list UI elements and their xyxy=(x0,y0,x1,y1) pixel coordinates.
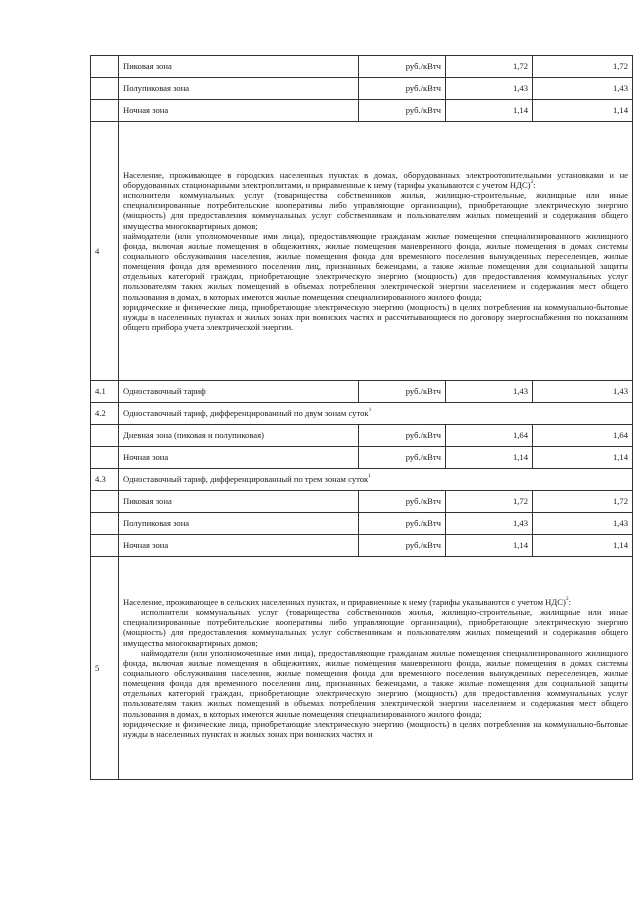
table-row xyxy=(91,535,633,557)
paragraph: наймодатели (или уполномоченные ими лица), предоставляющие гражданам жилые помещения специализированного жилищного фонда, включая жилые помещения в общежитиях, жилые помещения маневренного фонда, жилые помещения в домах системы социального обслуживания населения, жилые помещения фонда для временного поселения вынужденных переселенцев, жилые помещения фонда для временного поселения лиц, признанных беженцами, а также жилые помещения для социальной защиты отдельных категорий граждан, приобретающие электрическую энергию (мощность) для предоставления коммунальных услуг пользователям таких жилых помещений в объемах потребления электрической энергии населением и содержания мест общего пользования в домах, в которых имеются жилые помещения специализированного жилого фонда; xyxy=(123,647,628,719)
row-num-cell xyxy=(91,100,119,122)
value-cell: 1,64 xyxy=(533,425,633,447)
value-cell: 1,43 xyxy=(446,381,533,403)
tariff-heading: Одноставочный тариф, дифференцированный по трем зонам суток$^1$ xyxy=(119,469,633,491)
value-cell: 1,14 xyxy=(533,100,633,122)
section-5-description xyxy=(119,557,633,780)
section-title: Население, проживающее в городских населенных пунктах в домах, оборудованных электроотопительными установками и не оборудованных стационарными электроплитами, и приравненные к нему (тарифы указываются с учетом НДС)$^2$: xyxy=(123,169,628,191)
value-cell: 1,43 xyxy=(533,513,633,535)
table-row xyxy=(91,425,633,447)
paragraph: исполнители коммунальных услуг (товарищества собственников жилья, жилищно-строительные, жилищные или иные специализированные потребительские кооперативы либо управляющие организации), приобретающие электрическую энергию (мощность) для предоставления коммунальных услуг собственникам и пользователям жилых помещений и содержания общего имущества многоквартирных домов; xyxy=(123,190,628,231)
table-row xyxy=(91,100,633,122)
value-cell: 1,14 xyxy=(446,447,533,469)
row-num: 4.3 xyxy=(91,469,119,491)
unit-cell: руб./кВтч xyxy=(359,78,446,100)
paragraph: наймодатели (или уполномоченные ими лица), предоставляющие гражданам жилые помещения специализированного жилищного фонда, включая жилые помещения в общежитиях, жилые помещения маневренного фонда, жилые помещения в домах системы социального обслуживания населения, жилые помещения фонда для временного поселения вынужденных переселенцев, жилые помещения фонда для временного поселения лиц, признанных беженцами, а также жилые помещения для социальной защиты отдельных категорий граждан, приобретающие электрическую энергию (мощность) для предоставления коммунальных услуг пользователям таких жилых помещений в объемах потребления электрической энергии населением и содержания мест общего пользования в домах, в которых имеются жилые помещения специализированного жилого фонда; xyxy=(123,230,628,302)
row-num: 4.2 xyxy=(91,403,119,425)
section-4-description xyxy=(119,122,633,381)
value-cell: 1,43 xyxy=(446,78,533,100)
table-row xyxy=(91,78,633,100)
unit-cell: руб./кВтч xyxy=(359,56,446,78)
paragraph: юридические и физические лица, приобретающие электрическую энергию (мощность) в целях потребления на коммунально-бытовые нужды в населенных пунктах и жилых зонах при воинских частях и xyxy=(123,718,628,739)
zone-label: Ночная зона xyxy=(119,447,359,469)
value-cell: 1,72 xyxy=(533,56,633,78)
paragraph: исполнители коммунальных услуг (товарищества собственников жилья, жилищно-строительные, жилищные или иные специализированные потребительские кооперативы либо управляющие организации), приобретающие электрическую энергию (мощность) для предоставления коммунальных услуг собственникам и пользователям жилых помещений и содержания общего имущества многоквартирных домов; xyxy=(123,607,628,648)
unit-cell: руб./кВтч xyxy=(359,100,446,122)
zone-label: Пиковая зона xyxy=(119,56,359,78)
section-4-row xyxy=(91,122,633,381)
value-cell: 1,72 xyxy=(446,56,533,78)
unit-cell: руб./кВтч xyxy=(359,447,446,469)
value-cell: 1,43 xyxy=(533,381,633,403)
value-cell: 1,72 xyxy=(533,491,633,513)
value-cell: 1,14 xyxy=(446,535,533,557)
value-cell: 1,14 xyxy=(446,100,533,122)
value-cell: 1,14 xyxy=(533,447,633,469)
unit-cell: руб./кВтч xyxy=(359,513,446,535)
row-num: 4.1 xyxy=(91,381,119,403)
table-row xyxy=(91,469,633,491)
zone-label: Дневная зона (пиковая и полупиковая) xyxy=(119,425,359,447)
table-row xyxy=(91,491,633,513)
zone-label: Полупиковая зона xyxy=(119,513,359,535)
table-row xyxy=(91,56,633,78)
tariff-label: Одноставочный тариф xyxy=(119,381,359,403)
table-row xyxy=(91,381,633,403)
zone-label: Полупиковая зона xyxy=(119,78,359,100)
table-row xyxy=(91,403,633,425)
zone-label: Ночная зона xyxy=(119,100,359,122)
value-cell: 1,43 xyxy=(533,78,633,100)
tariff-table xyxy=(90,55,633,780)
unit-cell: руб./кВтч xyxy=(359,491,446,513)
table-row xyxy=(91,447,633,469)
value-cell: 1,43 xyxy=(446,513,533,535)
value-cell: 1,64 xyxy=(446,425,533,447)
table-row xyxy=(91,513,633,535)
section-5-row xyxy=(91,557,633,780)
section-title: Население, проживающее в сельских населенных пунктах, и приравненные к нему (тарифы указываются с учетом НДС)$^2$: xyxy=(123,596,571,608)
tariff-heading: Одноставочный тариф, дифференцированный по двум зонам суток$^1$ xyxy=(119,403,633,425)
unit-cell: руб./кВтч xyxy=(359,535,446,557)
value-cell: 1,14 xyxy=(533,535,633,557)
row-num-cell xyxy=(91,56,119,78)
paragraph: юридические и физические лица, приобретающие электрическую энергию (мощность) в целях потребления на коммунально-бытовые нужды в населенных пунктах и жилых зонах при воинских частях и рассчитывающиеся по договору энергоснабжения по показаниям общего прибора учета электрической энергии. xyxy=(123,301,628,332)
unit-cell: руб./кВтч xyxy=(359,381,446,403)
zone-label: Пиковая зона xyxy=(119,491,359,513)
row-num: 4 xyxy=(91,122,119,381)
row-num: 5 xyxy=(91,557,119,780)
row-num-cell xyxy=(91,78,119,100)
value-cell: 1,72 xyxy=(446,491,533,513)
unit-cell: руб./кВтч xyxy=(359,425,446,447)
zone-label: Ночная зона xyxy=(119,535,359,557)
